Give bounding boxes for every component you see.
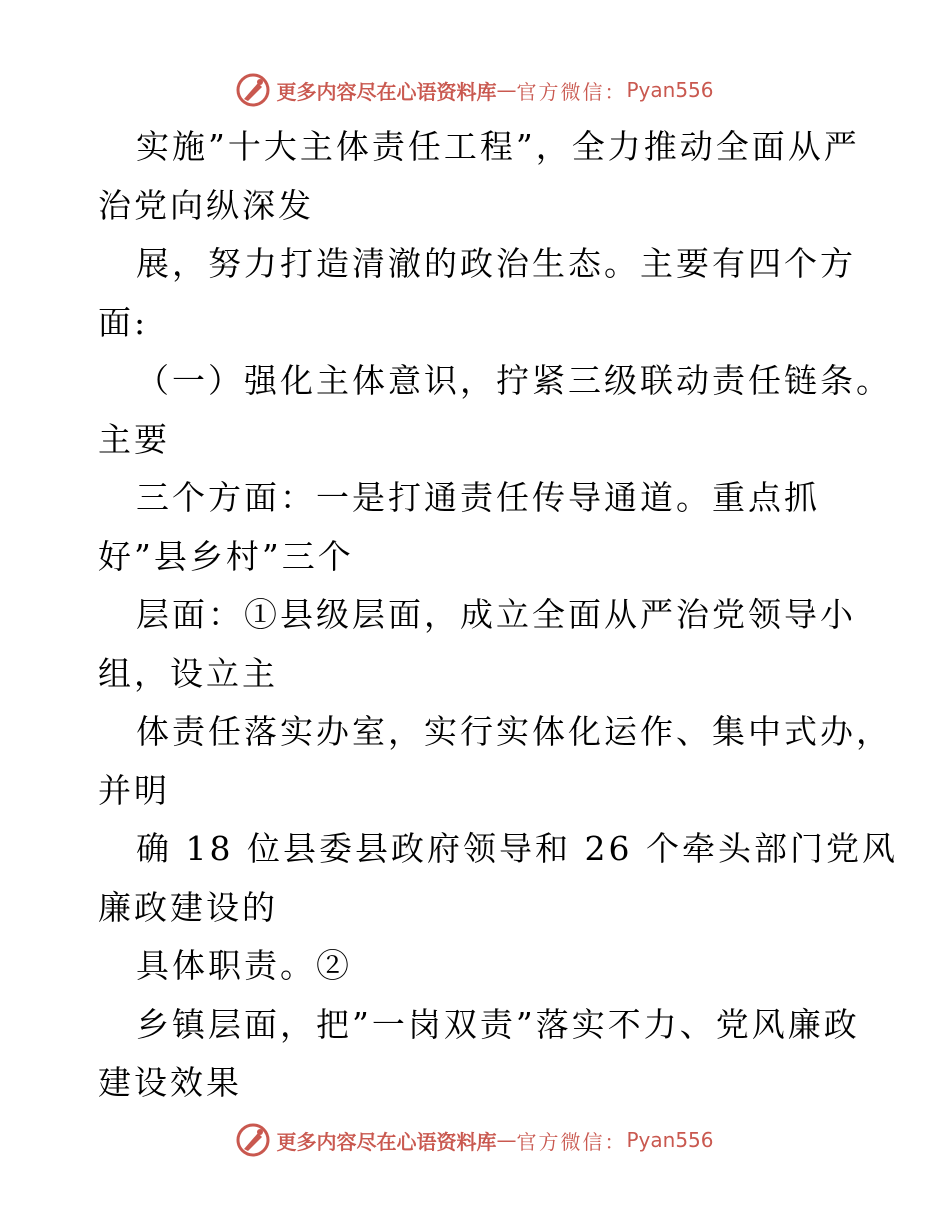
footer-watermark-banner bbox=[0, 1120, 950, 1160]
pen-logo-icon bbox=[236, 1123, 270, 1157]
banner-dash: — bbox=[496, 78, 517, 102]
banner-wechat-id: Pyan556 bbox=[626, 1128, 714, 1152]
banner-wechat-id: Pyan556 bbox=[626, 78, 714, 102]
banner-title: 更多内容尽在心语资料库 bbox=[276, 79, 497, 104]
text-line: 建设效果 bbox=[98, 1063, 242, 1102]
text-line: 层面：①县级层面，成立全面从严治党领导小 bbox=[136, 595, 856, 634]
text-line: 确 18 位县委县政府领导和 26 个牵头部门党风 bbox=[136, 829, 898, 868]
banner-dash: — bbox=[496, 1128, 517, 1152]
text-line: 治党向纵深发 bbox=[98, 185, 314, 225]
pen-logo-icon bbox=[236, 73, 270, 107]
banner-title: 更多内容尽在心语资料库 bbox=[276, 1129, 497, 1154]
text-line: 组，设立主 bbox=[98, 653, 278, 693]
text-line: 具体职责。② bbox=[136, 946, 352, 985]
text-line: 体责任落实办室，实行实体化运作、集中式办， bbox=[136, 712, 892, 751]
text-line: 面: bbox=[98, 302, 149, 342]
text-line: 廉政建设的 bbox=[98, 887, 278, 927]
text-line: （一）强化主体意识，拧紧三级联动责任链条。 bbox=[136, 361, 892, 400]
text-line: 并明 bbox=[98, 770, 170, 810]
text-line: 主要 bbox=[98, 419, 170, 459]
text-line: 展，努力打造清澈的政治生态。主要有四个方 bbox=[136, 244, 856, 283]
text-line: 三个方面：一是打通责任传导通道。重点抓 bbox=[136, 478, 820, 517]
text-line: 实施”十大主体责任工程”，全力推动全面从严 bbox=[136, 127, 860, 166]
banner-wechat-label: 官方微信： bbox=[516, 1129, 627, 1154]
banner-wechat-label: 官方微信： bbox=[516, 79, 627, 104]
text-line: 乡镇层面，把”一岗双责”落实不力、党风廉政 bbox=[136, 1004, 860, 1044]
header-watermark-banner bbox=[0, 70, 950, 110]
document-body bbox=[98, 118, 898, 1113]
text-line: 好”县乡村”三个 bbox=[98, 536, 354, 576]
